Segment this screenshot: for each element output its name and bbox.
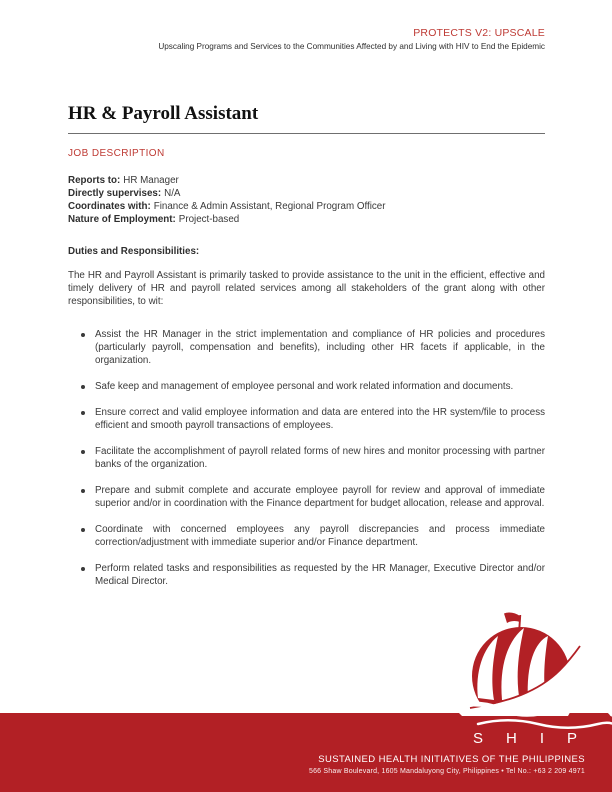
duty-item: Safe keep and management of employee personal and work related information and documents. [68,380,545,393]
duty-item: Ensure correct and valid employee information and data are entered into the HR system/file to process efficient and smooth payroll transactions of employees. [68,406,545,432]
position-details [68,174,386,226]
duty-item: Coordinate with concerned employees any payroll discrepancies and process immediate correction/adjustment with immediate superior and/or Finance department. [68,523,545,549]
organization-name: SUSTAINED HEALTH INITIATIVES OF THE PHILIPPINES [318,754,585,765]
duty-item: Assist the HR Manager in the strict implementation and compliance of HR policies and procedures (particularly payroll, compensation and benefits), including other HR facets if applicable, in the organization. [68,328,545,367]
title-divider [68,133,545,134]
duty-item: Prepare and submit complete and accurate employee payroll for review and approval of immediate superior and/or in coordination with the Finance department for budget allocation, release and approval. [68,484,545,510]
detail-row: Coordinates with: Finance & Admin Assistant, Regional Program Officer [68,201,386,212]
section-label: JOB DESCRIPTION [68,148,165,159]
document-header [158,27,545,51]
duty-item: Perform related tasks and responsibilities as requested by the HR Manager, Executive Director and/or Medical Director. [68,562,545,588]
program-subtitle: Upscaling Programs and Services to the Communities Affected by and Living with HIV to End the Epidemic [158,42,545,51]
detail-row: Nature of Employment: Project-based [68,214,240,225]
duties-list [68,328,545,601]
footer-organization [309,754,585,775]
organization-address: 566 Shaw Boulevard, 1605 Mandaluyong City, Philippines • Tel No.: +63 2 209 4971 [308,767,585,775]
detail-row: Directly supervises: N/A [68,188,181,199]
detail-row: Reports to: HR Manager [68,175,179,186]
ship-logo-word: SHIP [473,730,601,747]
page-title: HR & Payroll Assistant [68,103,259,124]
duties-intro: The HR and Payroll Assistant is primarily tasked to provide assistance to the unit in the efficient, effective and timely delivery of HR and payroll related services among all stakeholders of the grant along with other responsibilities, to wit: [68,270,545,307]
duties-heading: Duties and Responsibilities: [68,246,200,257]
ship-logo-icon [438,600,612,748]
duty-item: Facilitate the accomplishment of payroll related forms of new hires and monitor processing with partner banks of the organization. [68,445,545,471]
program-name: PROTECTS V2: UPSCALE [413,27,545,39]
